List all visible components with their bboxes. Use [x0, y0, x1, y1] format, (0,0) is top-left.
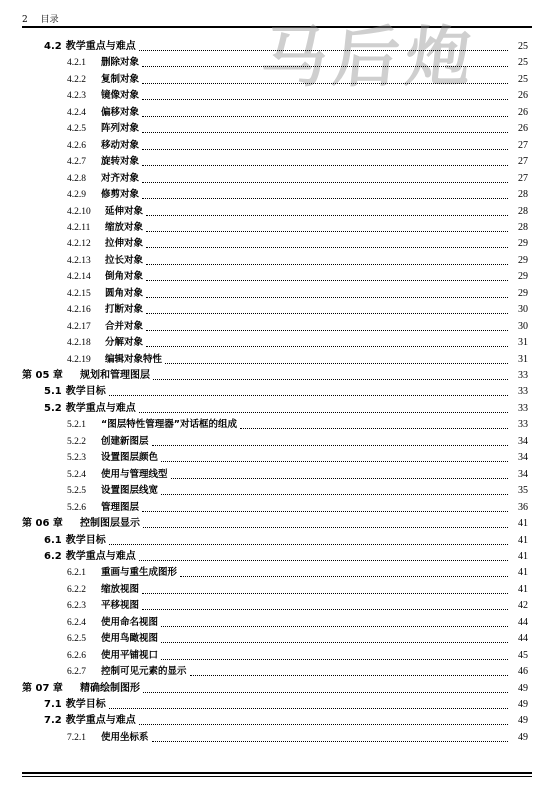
toc-page-number: 41 [518, 583, 528, 595]
toc-page-number: 44 [518, 633, 528, 645]
toc-page-number: 26 [518, 90, 528, 102]
toc-number: 4.2.13 [67, 255, 91, 266]
toc-title: 教学目标 [65, 386, 106, 398]
toc-entry[interactable] [0, 155, 552, 169]
toc-label [0, 369, 150, 383]
toc-entry[interactable] [0, 566, 552, 580]
toc-title: 编辑对象特性 [105, 353, 163, 365]
toc-leader-dots [139, 560, 508, 561]
toc-number: 5.2.6 [67, 502, 86, 513]
toc-page-number: 45 [518, 649, 528, 661]
toc-title: 使用与管理线型 [101, 468, 168, 480]
toc-label [0, 599, 139, 613]
toc-label [0, 188, 139, 202]
toc-title: 延伸对象 [105, 205, 144, 217]
toc-label [0, 139, 139, 153]
toc-entry[interactable] [0, 73, 552, 87]
toc-label [0, 221, 143, 235]
toc-leader-dots [142, 116, 508, 117]
toc-page-number: 33 [518, 370, 528, 381]
toc-title: 修剪对象 [101, 189, 140, 201]
toc-title: 创建新图层 [101, 435, 149, 447]
toc-leader-dots [152, 741, 508, 742]
toc-leader-dots [142, 66, 508, 67]
toc-entry[interactable] [0, 402, 552, 416]
toc-leader-dots [143, 527, 508, 528]
toc-number: 4.2.19 [67, 354, 91, 365]
toc-page-number: 27 [518, 139, 528, 151]
toc-leader-dots [146, 231, 508, 232]
toc-label [0, 714, 136, 728]
toc-number: 6.2.4 [67, 617, 86, 628]
toc-title: 管理图层 [101, 501, 140, 513]
toc-label [0, 517, 140, 531]
toc-leader-dots [161, 642, 508, 643]
toc-entry[interactable] [0, 632, 552, 646]
toc-page-number: 36 [518, 501, 528, 513]
toc-entry[interactable] [0, 353, 552, 367]
toc-label [0, 698, 106, 712]
toc-page-number: 29 [518, 287, 528, 299]
toc-entry[interactable] [0, 172, 552, 186]
toc-number: 4.2.5 [67, 124, 86, 135]
toc-number: 4.2.3 [67, 91, 86, 102]
toc-label [0, 385, 106, 399]
toc-page-number: 46 [518, 666, 528, 678]
toc-entry[interactable] [0, 731, 552, 745]
toc-title: 精确绘制图形 [80, 682, 140, 694]
toc-number: 5.2.5 [67, 486, 86, 497]
toc-number: 6.2 [44, 550, 62, 562]
toc-entry[interactable] [0, 517, 552, 531]
toc-label [0, 566, 177, 580]
toc-title: 重画与重生成图形 [101, 567, 178, 579]
toc-title: 教学重点与难点 [65, 715, 136, 727]
toc-leader-dots [146, 247, 508, 248]
toc-label [0, 237, 143, 251]
toc-page-number: 31 [518, 337, 528, 349]
toc-entry[interactable] [0, 468, 552, 482]
toc-page-number: 26 [518, 123, 528, 135]
toc-entry[interactable] [0, 385, 552, 399]
toc-page-number: 41 [518, 567, 528, 579]
toc-leader-dots [153, 379, 508, 380]
toc-leader-dots [142, 198, 508, 199]
toc-leader-dots [190, 675, 508, 676]
toc-leader-dots [146, 313, 508, 314]
toc-title: 缩放对象 [105, 221, 144, 233]
toc-label [0, 270, 143, 284]
toc-title: 对齐对象 [101, 172, 140, 184]
toc-number: 7.2.1 [67, 732, 86, 743]
toc-title: 合并对象 [105, 320, 144, 332]
toc-number: 4.2.6 [67, 140, 86, 151]
toc-page-number: 26 [518, 106, 528, 118]
toc-title: 分解对象 [105, 337, 144, 349]
toc-title: 拉伸对象 [105, 238, 144, 250]
toc-leader-dots [109, 708, 508, 709]
toc-entry[interactable] [0, 122, 552, 136]
toc-title: 设置图层线宽 [101, 485, 159, 497]
toc-leader-dots [146, 215, 508, 216]
toc-entry[interactable] [0, 665, 552, 679]
toc-leader-dots [139, 724, 508, 725]
toc-number: 第 06 章 [22, 518, 63, 530]
toc-page-number: 42 [518, 600, 528, 612]
toc-title: 使用平铺视口 [101, 649, 159, 661]
toc-number: 4.2 [44, 41, 62, 52]
toc-number: 4.2.10 [67, 206, 91, 217]
toc-entry[interactable] [0, 287, 552, 301]
toc-number: 4.2.7 [67, 157, 86, 168]
toc-title: 移动对象 [101, 139, 140, 151]
toc-label [0, 451, 158, 465]
toc-entry[interactable] [0, 270, 552, 284]
toc-entry[interactable] [0, 205, 552, 219]
toc-page-number: 41 [518, 534, 528, 546]
header-title: 目录 [40, 15, 59, 25]
toc-leader-dots [161, 461, 508, 462]
toc-title: 缩放视图 [101, 583, 140, 595]
toc-page-number: 33 [518, 419, 528, 431]
toc-number: 第 07 章 [22, 682, 63, 694]
toc-number: 6.1 [44, 534, 62, 546]
toc-number: 7.2 [44, 715, 62, 727]
toc-label [0, 106, 139, 120]
toc-number: 5.2.2 [67, 436, 86, 447]
toc-page-number: 49 [518, 731, 528, 743]
toc-entry[interactable] [0, 40, 552, 54]
toc-title: 使用坐标系 [101, 731, 149, 743]
toc-number: 6.2.7 [67, 667, 86, 678]
toc-number: 4.2.14 [67, 272, 91, 283]
toc-title: 复制对象 [101, 73, 140, 85]
toc-label [0, 468, 168, 482]
toc-leader-dots [139, 412, 508, 413]
toc-label [0, 254, 143, 268]
toc-entry[interactable] [0, 139, 552, 153]
toc-entry[interactable] [0, 501, 552, 515]
toc-leader-dots [180, 576, 508, 577]
toc-entry[interactable] [0, 303, 552, 317]
toc-page-number: 33 [518, 386, 528, 398]
toc-label [0, 731, 149, 745]
toc-entry[interactable] [0, 649, 552, 663]
toc-label [0, 550, 136, 564]
toc-entry[interactable] [0, 369, 552, 383]
toc-number: 5.1 [44, 386, 62, 398]
toc-entry[interactable] [0, 336, 552, 350]
toc-title: 偏移对象 [101, 106, 140, 118]
toc-label [0, 665, 187, 679]
toc-number: 6.2.3 [67, 601, 86, 612]
toc-page-number: 49 [518, 699, 528, 710]
toc-label [0, 40, 136, 54]
toc-title: “图层特性管理器”对话框的组成 [101, 419, 237, 431]
toc-page-number: 27 [518, 172, 528, 184]
toc-page-number: 34 [518, 452, 528, 464]
toc-number: 第 05 章 [22, 370, 63, 381]
toc-title: 平移视图 [101, 600, 140, 612]
toc-leader-dots [146, 297, 508, 298]
toc-page-number: 34 [518, 468, 528, 480]
toc-page-number: 28 [518, 221, 528, 233]
toc-title: 使用命名视图 [101, 616, 159, 628]
toc-title: 教学重点与难点 [65, 550, 136, 562]
toc-entry[interactable] [0, 714, 552, 728]
toc-label [0, 649, 158, 663]
toc-leader-dots [142, 593, 508, 594]
toc-label [0, 632, 158, 646]
toc-leader-dots [171, 478, 508, 479]
toc-number: 7.1 [44, 699, 62, 710]
toc-label [0, 287, 143, 301]
toc-leader-dots [142, 165, 508, 166]
toc-page-number: 30 [518, 320, 528, 332]
toc-entry[interactable] [0, 56, 552, 70]
page-header [22, 12, 59, 25]
toc-title: 使用鸟瞰视图 [101, 633, 159, 645]
toc-label [0, 402, 136, 416]
toc-label [0, 56, 139, 70]
toc-label [0, 501, 139, 515]
toc-leader-dots [139, 50, 508, 51]
toc-label [0, 418, 237, 432]
toc-title: 镜像对象 [101, 90, 140, 102]
toc-entry[interactable] [0, 616, 552, 630]
toc-entry[interactable] [0, 418, 552, 432]
toc-label [0, 73, 139, 87]
toc-number: 6.2.5 [67, 634, 86, 645]
toc-page-number: 25 [518, 41, 528, 52]
toc-number: 4.2.15 [67, 288, 91, 299]
toc-entry[interactable] [0, 698, 552, 712]
toc-title: 阵列对象 [101, 123, 140, 135]
toc-page-number: 35 [518, 485, 528, 497]
toc-label [0, 353, 162, 367]
toc-title: 打断对象 [105, 304, 144, 316]
toc-number: 4.2.1 [67, 58, 86, 69]
toc-label [0, 205, 143, 219]
toc-leader-dots [142, 83, 508, 84]
toc-page-number: 30 [518, 304, 528, 316]
toc-label [0, 336, 143, 350]
toc-title: 教学重点与难点 [65, 402, 136, 414]
toc-label [0, 320, 143, 334]
toc-label [0, 172, 139, 186]
toc-leader-dots [146, 280, 508, 281]
toc-page-number: 25 [518, 57, 528, 69]
footer-rule-thin [22, 776, 532, 777]
toc-label [0, 303, 143, 317]
toc-leader-dots [152, 445, 508, 446]
toc-leader-dots [161, 659, 508, 660]
toc-page-number: 27 [518, 156, 528, 168]
toc-title: 倒角对象 [105, 271, 144, 283]
toc-leader-dots [142, 609, 508, 610]
toc-leader-dots [109, 395, 508, 396]
toc-number: 4.2.9 [67, 190, 86, 201]
toc-leader-dots [146, 264, 508, 265]
toc-title: 设置图层颜色 [101, 452, 159, 464]
toc-entry[interactable] [0, 451, 552, 465]
toc-leader-dots [142, 511, 508, 512]
toc-entry[interactable] [0, 106, 552, 120]
toc-number: 6.2.1 [67, 568, 86, 579]
toc-page-number: 49 [518, 682, 528, 694]
toc-title: 规划和管理图层 [80, 370, 150, 381]
toc-entry[interactable] [0, 435, 552, 449]
toc-leader-dots [143, 692, 508, 693]
toc-entry[interactable] [0, 484, 552, 498]
toc-leader-dots [161, 626, 508, 627]
toc-leader-dots [142, 132, 508, 133]
toc-title: 教学重点与难点 [65, 41, 136, 52]
toc-label [0, 616, 158, 630]
toc-title: 圆角对象 [105, 287, 144, 299]
toc-label [0, 534, 106, 548]
toc-page-number: 33 [518, 402, 528, 414]
toc-page-number: 29 [518, 271, 528, 283]
toc-entry[interactable] [0, 320, 552, 334]
toc-label [0, 583, 139, 597]
toc-leader-dots [165, 363, 508, 364]
toc-leader-dots [109, 544, 508, 545]
toc-label [0, 484, 158, 498]
toc-number: 5.2 [44, 402, 62, 414]
toc-page-number: 29 [518, 238, 528, 250]
toc-leader-dots [142, 99, 508, 100]
toc-entry[interactable] [0, 89, 552, 103]
toc-entry[interactable] [0, 534, 552, 548]
toc-page-number: 29 [518, 254, 528, 266]
toc-title: 拉长对象 [105, 254, 144, 266]
toc-label [0, 122, 139, 136]
toc-number: 5.2.1 [67, 420, 86, 431]
toc-number: 4.2.18 [67, 338, 91, 349]
toc-label [0, 435, 149, 449]
toc-page-number: 44 [518, 616, 528, 628]
toc-title: 删除对象 [101, 57, 140, 69]
toc-number: 4.2.16 [67, 305, 91, 316]
toc-entry[interactable] [0, 550, 552, 564]
toc-number: 4.2.17 [67, 321, 91, 332]
toc-page-number: 41 [518, 550, 528, 562]
toc-label [0, 155, 139, 169]
toc-page-number: 28 [518, 205, 528, 217]
toc-number: 4.2.2 [67, 74, 86, 85]
toc-entry[interactable] [0, 583, 552, 597]
toc-number: 5.2.4 [67, 469, 86, 480]
toc-entry[interactable] [0, 254, 552, 268]
toc-label [0, 682, 140, 696]
toc-entry[interactable] [0, 221, 552, 235]
toc-entry[interactable] [0, 599, 552, 613]
toc-page-number: 49 [518, 715, 528, 727]
toc-leader-dots [161, 494, 508, 495]
toc-number: 6.2.2 [67, 584, 86, 595]
toc-number: 5.2.3 [67, 453, 86, 464]
toc-leader-dots [146, 346, 508, 347]
toc-number: 6.2.6 [67, 650, 86, 661]
toc-leader-dots [142, 149, 508, 150]
header-page-number: 2 [22, 15, 28, 25]
toc-title: 教学目标 [65, 534, 106, 546]
toc-number: 4.2.12 [67, 239, 91, 250]
toc-entry[interactable] [0, 237, 552, 251]
toc-entry[interactable] [0, 188, 552, 202]
toc-entry[interactable] [0, 682, 552, 696]
toc-number: 4.2.8 [67, 173, 86, 184]
toc-title: 控制图层显示 [80, 518, 140, 530]
toc-leader-dots [146, 330, 508, 331]
toc-label [0, 89, 139, 103]
toc-title: 旋转对象 [101, 156, 140, 168]
watermark: 马后炮 [257, 19, 482, 96]
toc-page-number: 28 [518, 189, 528, 201]
toc-title: 教学目标 [65, 699, 106, 710]
toc-leader-dots [240, 428, 508, 429]
toc-page-number: 41 [518, 518, 528, 530]
toc-number: 4.2.4 [67, 107, 86, 118]
toc-number: 4.2.11 [67, 222, 91, 233]
toc-page-number: 31 [518, 353, 528, 365]
toc-page-number: 34 [518, 435, 528, 447]
toc-page-number: 25 [518, 73, 528, 85]
toc-title: 控制可见元素的显示 [101, 666, 187, 678]
footer-rule [22, 772, 532, 774]
toc-leader-dots [142, 182, 508, 183]
